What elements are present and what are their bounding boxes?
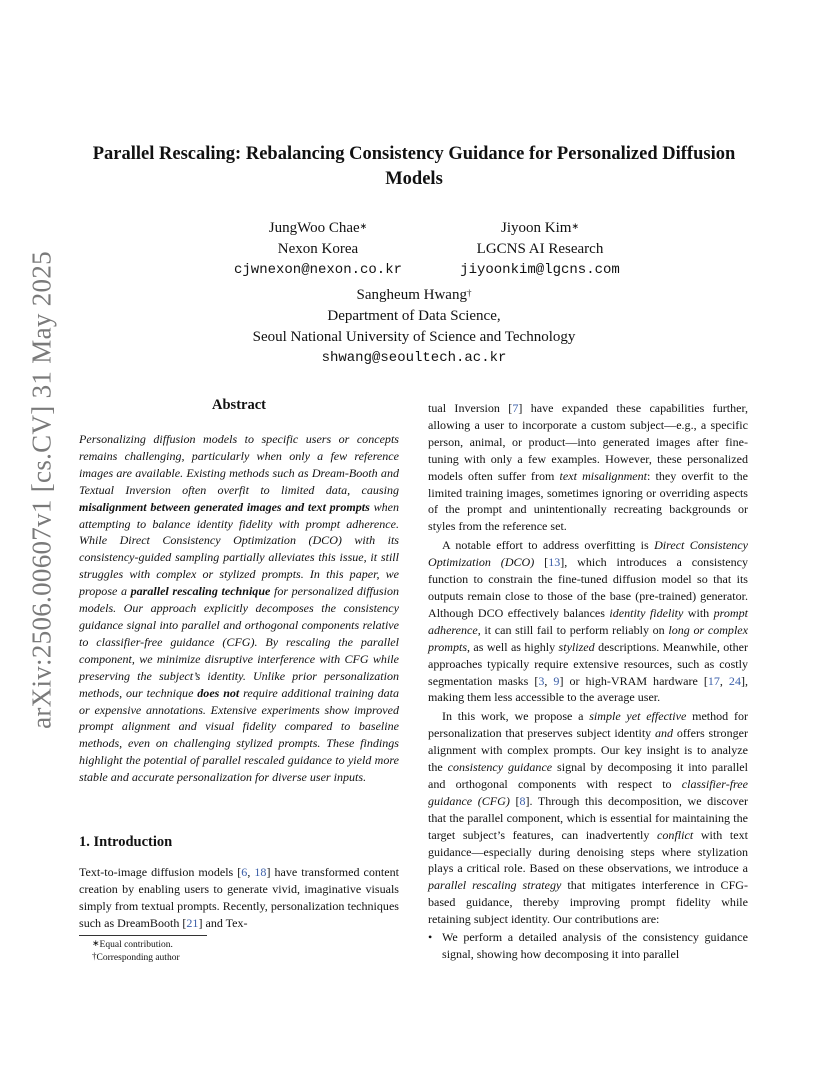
- citation-link[interactable]: 8: [519, 793, 526, 808]
- section-heading-introduction: 1. Introduction: [79, 834, 173, 850]
- paper-title: Parallel Rescaling: Rebalancing Consistency Guidance for Personalized Diffusion Models: [92, 144, 736, 189]
- citation-link[interactable]: 24: [728, 673, 741, 688]
- footnote-1: ∗Equal contribution.: [92, 938, 173, 950]
- citation-link[interactable]: 13: [548, 555, 561, 570]
- abstract-heading: Abstract: [212, 397, 266, 413]
- intro-paragraph: Text-to-image diffusion models [6, 18] have transformed content creation by enabling users to generate vivid, imaginative visuals simply from textual prompts. Recently, personalization techniques such as DreamBooth [21] and Tex-: [79, 865, 399, 930]
- author-affiliation: LGCNS AI Research: [476, 241, 604, 257]
- citation-link[interactable]: 17: [707, 673, 720, 688]
- author-name: Jiyoon Kim: [501, 220, 572, 236]
- citation-link[interactable]: 7: [512, 401, 519, 415]
- abstract-body: Personalizing diffusion models to specific users or concepts remains challenging, particularly when only a few reference images are available. Existing methods such as Dream-Booth and Textual Inversion often overfit to limited data, causing misalignment between generated images and text prompts when attempting to balance identity fidelity with prompt adherence. While Direct Consistency Optimization (DCO) with its consistency-guided sampling partially alleviates this issue, it still struggles with complex or stylized prompts. In this paper, we propose a parallel rescaling technique for personalized diffusion models. Our approach explicitly decomposes the consistency guidance signal into parallel and orthogonal components relative to classifier-free guidance (CFG). By rescaling the parallel component, we minimize disruptive interference with CFG while preserving the subject’s identity. Unlike prior personalization methods, our technique does not require additional training data or expensive annotations. Extensive experiments show improved prompt alignment and visual fidelity compared to baseline methods, even on challenging stylized prompts. These findings highlight the potential of parallel rescaled guidance to yield more stable and accurate personalization for diverse user inputs.: [79, 432, 400, 785]
- author-mark: ∗: [571, 221, 579, 231]
- author-3: [214, 285, 614, 369]
- author-email: shwang@seoultech.ac.kr: [321, 350, 507, 366]
- footnote-rule: [79, 935, 207, 936]
- author-affiliation-2: Seoul National University of Science and Technology: [252, 329, 576, 345]
- arxiv-side-stamp: arXiv:2506.00607v1 [cs.CV] 31 May 2025: [26, 251, 57, 729]
- author-name: JungWoo Chae: [268, 220, 360, 236]
- paragraph: In this work, we propose a simple yet effective method for personalization that preserves subject identity and offers stronger alignment with complex prompts. Our key insight is to analyze the consistency guidance signal by decomposing it into parallel and orthogonal components with respect to classifier-free guidance (CFG) [8]. Through this decomposition, we discover that the parallel component, which is essential for maintaining the target subject’s features, can inadvertently conflict with text guidance—especially during denoising steps where stylization plays a critical role. Based on these observations, we introduce a parallel rescaling strategy that mitigates interference in CFG-based guidance, thereby improving prompt fidelity while retaining subject identity. Our contributions are:: [428, 709, 748, 927]
- contribution-bullet: • We perform a detailed analysis of the consistency guidance signal, showing how decomposing it into parallel: [428, 929, 748, 963]
- citation-link[interactable]: 9: [553, 673, 560, 688]
- footnote-2: †Corresponding author: [92, 951, 180, 963]
- author-affiliation: Department of Data Science,: [327, 308, 501, 324]
- right-column: [428, 400, 748, 963]
- author-mark: †: [466, 288, 472, 298]
- citation-link[interactable]: 18: [254, 865, 267, 879]
- author-1: [218, 218, 418, 281]
- citation-link[interactable]: 21: [186, 915, 199, 930]
- author-2: [430, 218, 650, 281]
- author-name: Sangheum Hwang: [356, 287, 467, 303]
- citation-link[interactable]: 6: [241, 865, 248, 879]
- author-affiliation: Nexon Korea: [277, 241, 359, 257]
- citation-link[interactable]: 3: [538, 673, 545, 688]
- paragraph: tual Inversion [7] have expanded these capabilities further, allowing a user to incorporate a custom subject—e.g., a specific person, animal, or product—into generated images after fine-tuning with only a few examples. However, these personalized models often suffer from text misalignment: they overfit to the limited training images, sometimes ignoring or overriding aspects of the prompt and unintentionally recreating backgrounds or styles from the reference set.: [428, 401, 748, 534]
- author-email: jiyoonkim@lgcns.com: [460, 262, 620, 278]
- author-mark: ∗: [359, 221, 368, 231]
- paragraph: A notable effort to address overfitting is Direct Consistency Optimization (DCO) [13], which introduces a consistency function to constrain the fine-tuned diffusion model so that its outputs remain close to those of the base (pre-trained) generator. Although DCO effectively balances identity fidelity with prompt adherence, it can still fail to perform reliably on long or complex prompts, as well as highly stylized descriptions. Meanwhile, other approaches typically require extensive resources, such as costly segmentation masks [3, 9] or high-VRAM hardware [17, 24], making them less accessible to the average user.: [428, 538, 749, 705]
- author-email: cjwnexon@nexon.co.kr: [233, 262, 403, 278]
